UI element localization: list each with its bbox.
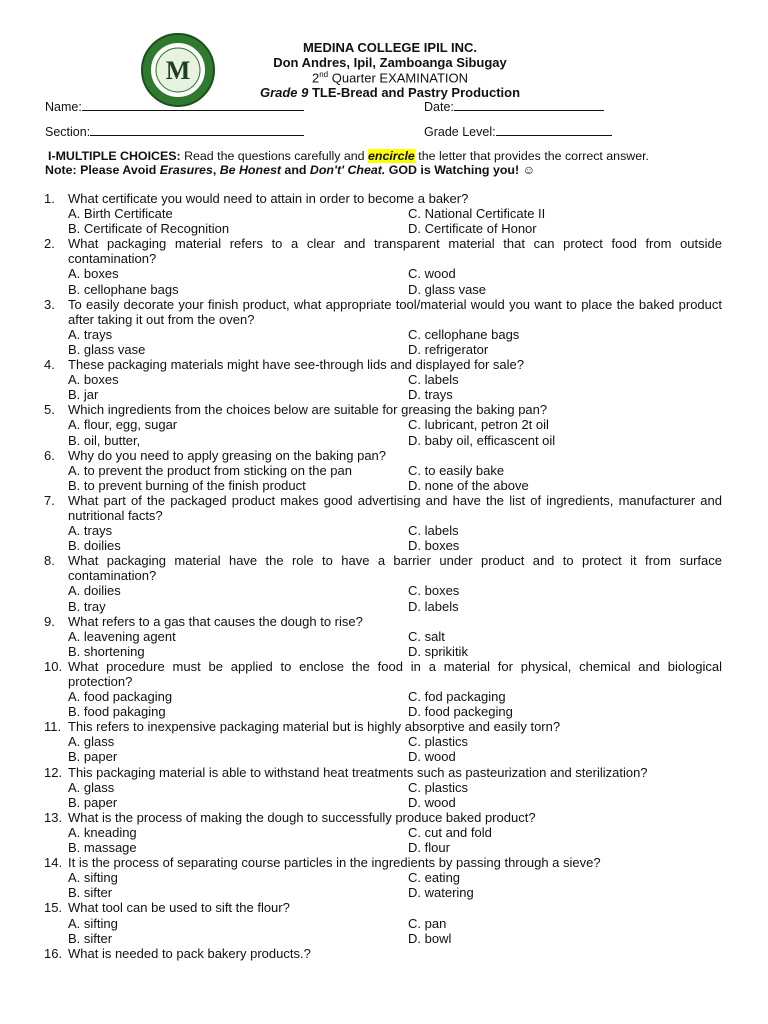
question-text: What refers to a gas that causes the dough to rise? [68, 613, 363, 629]
question-item [44, 810, 722, 855]
question-text: This packaging material is able to withstand heat treatments such as pasteurization and sterilization? [68, 764, 648, 780]
option-a[interactable]: A. glass [68, 734, 115, 750]
question-item [44, 719, 722, 764]
option-d[interactable]: D. Certificate of Honor [408, 221, 537, 237]
question-number: 14. [44, 855, 63, 871]
option-a[interactable]: A. trays [68, 326, 113, 342]
question-text: What is needed to pack bakery products.? [68, 945, 311, 961]
question-number: 5. [44, 402, 55, 418]
option-a[interactable]: A. glass [68, 779, 115, 795]
option-a[interactable]: A. leavening agent [68, 628, 176, 644]
logo-letter: M [165, 56, 191, 85]
question-number: 13. [44, 809, 63, 825]
subject-title: Grade 9 TLE-Bread and Pastry Production [259, 85, 521, 100]
option-a[interactable]: A. kneading [68, 824, 137, 840]
question-text: These packaging materials might have see-through lids and displayed for sale? [68, 357, 524, 373]
option-a[interactable]: A. trays [68, 523, 113, 539]
question-item [44, 553, 722, 613]
question-item [44, 659, 722, 719]
option-c[interactable]: C. plastics [408, 734, 468, 750]
option-d[interactable]: D. glass vase [408, 281, 487, 297]
question-number: 7. [44, 492, 55, 508]
question-text: What procedure must be applied to enclose the food in a material for physical, chemical and biological protection? [68, 658, 722, 689]
question-text: It is the process of separating course particles in the ingredients by passing through a sieve? [68, 855, 601, 871]
question-text: What is the process of making the dough to successfully produce baked product? [68, 809, 536, 825]
question-number: 9. [44, 613, 55, 629]
option-a[interactable]: A. flour, egg, sugar [68, 417, 178, 433]
option-d[interactable]: D. sprikitik [408, 643, 468, 659]
option-a[interactable]: A. Birth Certificate [68, 206, 173, 222]
option-b[interactable]: B. Certificate of Recognition [68, 221, 230, 237]
option-c[interactable]: C. cut and fold [408, 824, 492, 840]
instructions: I-MULTIPLE CHOICES: Read the questions carefully and encircle the letter that provides the correct answer. [48, 149, 649, 163]
question-number: 10. [44, 658, 63, 674]
option-b[interactable]: B. food pakaging [68, 704, 166, 720]
option-c[interactable]: C. plastics [408, 779, 468, 795]
option-a[interactable]: A. doilies [68, 583, 121, 599]
option-d[interactable]: D. labels [408, 598, 459, 614]
question-item [44, 855, 722, 900]
question-item [44, 765, 722, 810]
question-item [44, 614, 722, 659]
option-b[interactable]: B. cellophane bags [68, 281, 179, 297]
option-c[interactable]: C. salt [408, 628, 445, 644]
option-d[interactable]: D. trays [408, 387, 453, 403]
option-c[interactable]: C. eating [408, 870, 461, 886]
question-item [44, 191, 722, 236]
option-b[interactable]: B. massage [68, 840, 137, 856]
option-b[interactable]: B. oil, butter, [68, 432, 141, 448]
option-a[interactable]: A. boxes [68, 266, 119, 282]
question-number: 12. [44, 764, 63, 780]
option-c[interactable]: C. to easily bake [408, 462, 505, 478]
option-d[interactable]: D. refrigerator [408, 341, 489, 357]
question-text: What packaging material refers to a clear and transparent material that can protect food from outside contamination? [68, 236, 722, 267]
section-field[interactable]: Section: [45, 124, 304, 139]
option-b[interactable]: B. tray [68, 598, 106, 614]
question-item [44, 448, 722, 493]
option-a[interactable]: A. boxes [68, 372, 119, 388]
option-d[interactable]: D. flour [408, 840, 450, 856]
question-text: What tool can be used to sift the flour? [68, 900, 290, 916]
option-d[interactable]: D. bowl [408, 930, 452, 946]
option-b[interactable]: B. glass vase [68, 341, 146, 357]
date-field[interactable]: Date: [424, 99, 604, 114]
question-text: What packaging material have the role to have a barrier under product and to protect it from surface contamination? [68, 553, 722, 584]
option-d[interactable]: D. baby oil, efficascent oil [408, 432, 556, 448]
option-b[interactable]: B. shortening [68, 643, 145, 659]
option-b[interactable]: B. doilies [68, 538, 121, 554]
school-address: Don Andres, Ipil, Zamboanga Sibugay [273, 55, 507, 70]
option-b[interactable]: B. to prevent burning of the finish product [68, 477, 306, 493]
question-number: 16. [44, 945, 63, 961]
option-c[interactable]: C. wood [408, 266, 456, 282]
option-b[interactable]: B. sifter [68, 930, 113, 946]
question-number: 3. [44, 296, 55, 312]
option-b[interactable]: B. sifter [68, 885, 113, 901]
question-number: 11. [44, 719, 62, 735]
question-text: Which ingredients from the choices below are suitable for greasing the baking pan? [68, 402, 548, 418]
question-list [44, 191, 722, 961]
option-a[interactable]: A. food packaging [68, 689, 173, 705]
option-c[interactable]: C. lubricant, petron 2t oil [408, 417, 549, 433]
option-d[interactable]: D. wood [408, 749, 456, 765]
exam-title: 2nd Quarter EXAMINATION [311, 70, 469, 86]
option-a[interactable]: A. sifting [68, 915, 118, 931]
option-b[interactable]: B. jar [68, 387, 99, 403]
question-number: 4. [44, 357, 55, 373]
option-d[interactable]: D. none of the above [408, 477, 529, 493]
option-d[interactable]: D. food packeging [408, 704, 513, 720]
name-field[interactable]: Name: [45, 99, 304, 114]
option-d[interactable]: D. wood [408, 794, 456, 810]
question-item [44, 946, 722, 961]
question-text: Why do you need to apply greasing on the baking pan? [68, 447, 387, 463]
question-text: This refers to inexpensive packaging material but is highly absorptive and easily torn? [68, 719, 561, 735]
grade-level-field[interactable]: Grade Level: [424, 124, 612, 139]
question-number: 8. [44, 553, 55, 569]
option-a[interactable]: A. to prevent the product from sticking on the pan [68, 462, 352, 478]
question-item [44, 357, 722, 402]
question-item [44, 493, 722, 553]
question-number: 6. [44, 447, 55, 463]
question-item [44, 402, 722, 447]
school-name: MEDINA COLLEGE IPIL INC. [302, 40, 478, 55]
question-item [44, 297, 722, 357]
option-c[interactable]: C. cellophane bags [408, 326, 520, 342]
option-c[interactable]: C. National Certificate II [408, 206, 546, 222]
option-c[interactable]: C. pan [408, 915, 447, 931]
option-a[interactable]: A. sifting [68, 870, 118, 886]
question-number: 2. [44, 236, 55, 252]
option-b[interactable]: B. paper [68, 794, 118, 810]
option-d[interactable]: D. watering [408, 885, 474, 901]
question-text: What certificate you would need to attain in order to become a baker? [68, 191, 469, 206]
option-c[interactable]: C. boxes [408, 583, 460, 599]
question-item [44, 236, 722, 296]
option-c[interactable]: C. labels [408, 523, 459, 539]
question-item [44, 900, 722, 945]
note: Note: Please Avoid Erasures, Be Honest and Don't' Cheat. GOD is Watching you! ☺ [45, 163, 536, 177]
option-c[interactable]: C. labels [408, 372, 459, 388]
question-text: To easily decorate your finish product, what appropriate tool/material would you want to place the baked product after taking it out from the oven? [68, 296, 722, 327]
question-number: 15. [44, 900, 63, 916]
option-c[interactable]: C. fod packaging [408, 689, 506, 705]
question-text: What part of the packaged product makes good advertising and have the list of ingredients, manufacturer and nutritional facts? [68, 492, 722, 523]
option-b[interactable]: B. paper [68, 749, 118, 765]
option-d[interactable]: D. boxes [408, 538, 460, 554]
question-number: 1. [44, 191, 55, 206]
